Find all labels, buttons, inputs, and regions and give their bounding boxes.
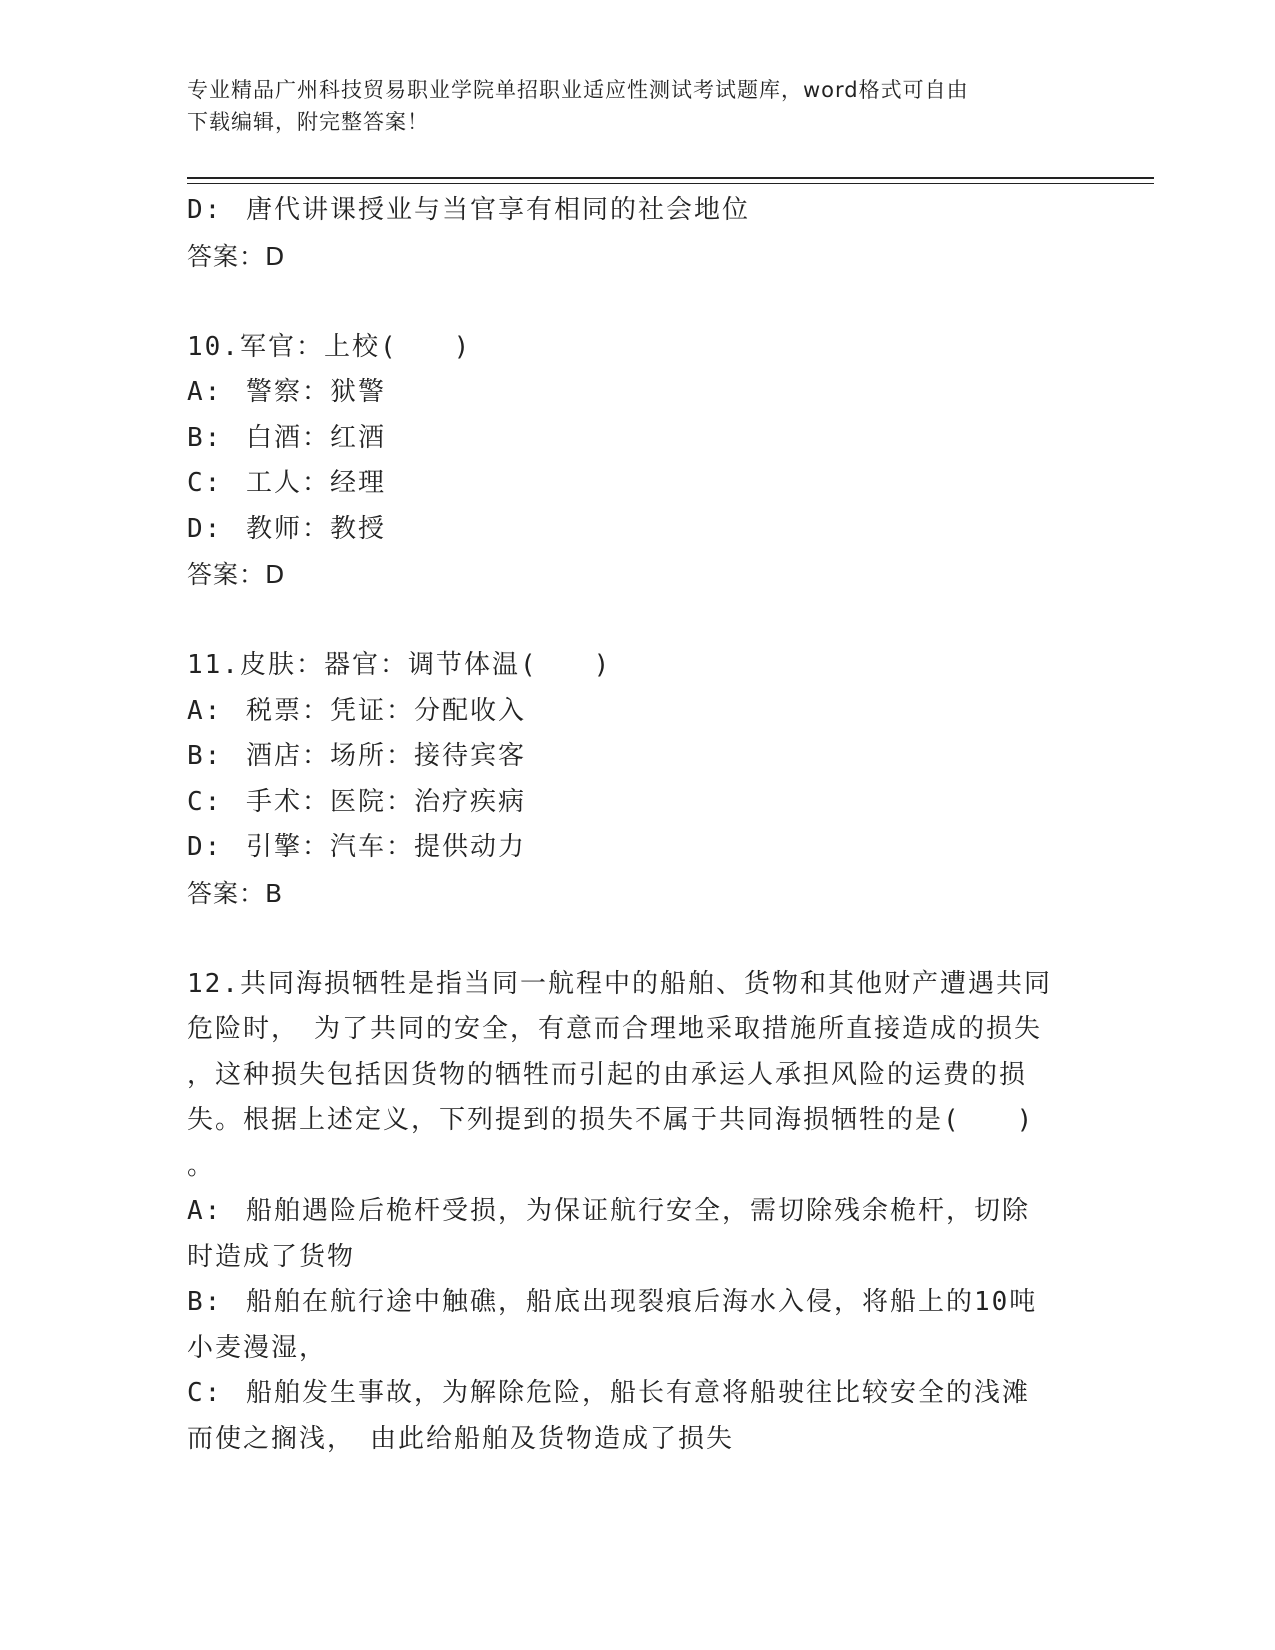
option-label: C: bbox=[187, 1378, 223, 1408]
option-text-line-1: 船舶发生事故，为解除危险，船长有意将船驶往比较安全的浅滩 bbox=[246, 1378, 1031, 1408]
q12-stem-line-2: 危险时， 为了共同的安全，有意而合理地采取措施所直接造成的损失 bbox=[187, 1014, 1043, 1044]
option-text: 引擎：汽车：提供动力 bbox=[246, 832, 527, 862]
option-label: C: bbox=[187, 468, 223, 498]
option-text-line-2: 时造成了货物 bbox=[187, 1241, 356, 1272]
q11-answer: 答案：B bbox=[187, 878, 284, 908]
option-text: 酒店：场所：接待宾客 bbox=[246, 741, 527, 771]
prev-answer: 答案：D bbox=[187, 241, 286, 271]
option-label: C: bbox=[187, 786, 223, 817]
option-text-line-2: 而使之搁浅， 由此给船舶及货物造成了损失 bbox=[187, 1423, 735, 1454]
header-line-1: 专业精品广州科技贸易职业学院单招职业适应性测试考试题库，word格式可自由 bbox=[187, 78, 969, 102]
option-text-line-1: 船舶在航行途中触礁，船底出现裂痕后海水入侵，将船上的10吨 bbox=[246, 1287, 1038, 1317]
q12-stem-line-4: 失。根据上述定义，下列提到的损失不属于共同海损牺牲的是( ) bbox=[187, 1105, 1035, 1135]
q10-option-b bbox=[187, 416, 1087, 462]
q10-stem: 10.军官：上校( ) bbox=[187, 331, 472, 362]
q12-stem-line-3: ，这种损失包括因货物的牺牲而引起的由承运人承担风险的运费的损 bbox=[187, 1059, 1028, 1090]
q11-option-b bbox=[187, 734, 1087, 780]
prev-option-d bbox=[187, 188, 1087, 234]
page-header bbox=[187, 74, 1067, 138]
q11-option-a bbox=[187, 689, 1087, 735]
option-label: A: bbox=[187, 1196, 223, 1226]
header-rule-thin bbox=[187, 183, 1154, 184]
option-label: B: bbox=[187, 1287, 223, 1317]
q11-option-d bbox=[187, 825, 1087, 871]
option-label: A: bbox=[187, 695, 223, 726]
q12-option-b bbox=[187, 1280, 1087, 1371]
option-label: A: bbox=[187, 377, 223, 407]
q12-option-a bbox=[187, 1189, 1087, 1280]
option-text: 税票：凭证：分配收入 bbox=[246, 695, 527, 726]
option-label: D: bbox=[187, 195, 223, 225]
option-text-line-2: 小麦漫湿， bbox=[187, 1332, 328, 1363]
option-label: B: bbox=[187, 422, 223, 453]
option-text: 手术：医院：治疗疾病 bbox=[246, 786, 527, 817]
option-text: 唐代讲课授业与当官享有相同的社会地位 bbox=[246, 195, 751, 225]
option-text: 白酒：红酒 bbox=[246, 422, 387, 453]
q10-option-d bbox=[187, 507, 1087, 553]
q10-option-c bbox=[187, 461, 1087, 507]
q10-answer: 答案：D bbox=[187, 560, 286, 589]
q11-option-c bbox=[187, 780, 1087, 826]
question-content bbox=[187, 188, 1087, 1462]
q12-option-c bbox=[187, 1371, 1087, 1462]
header-rule-thick bbox=[187, 177, 1154, 179]
header-line-2: 下载编辑，附完整答案！ bbox=[187, 110, 429, 134]
q11-stem: 11.皮肤：器官：调节体温( ) bbox=[187, 650, 612, 680]
option-text-line-1: 船舶遇险后桅杆受损，为保证航行安全，需切除残余桅杆，切除 bbox=[246, 1196, 1031, 1226]
q10-option-a bbox=[187, 370, 1087, 416]
option-label: B: bbox=[187, 741, 223, 771]
option-text: 教师：教授 bbox=[246, 513, 387, 544]
q12-stem-line-1: 12.共同海损牺牲是指当同一航程中的船舶、货物和其他财产遭遇共同 bbox=[187, 968, 1052, 999]
option-label: D: bbox=[187, 513, 223, 544]
q12-stem-line-5: 。 bbox=[187, 1150, 216, 1181]
option-text: 警察：狱警 bbox=[246, 377, 387, 407]
option-text: 工人：经理 bbox=[246, 468, 387, 498]
option-label: D: bbox=[187, 832, 223, 862]
